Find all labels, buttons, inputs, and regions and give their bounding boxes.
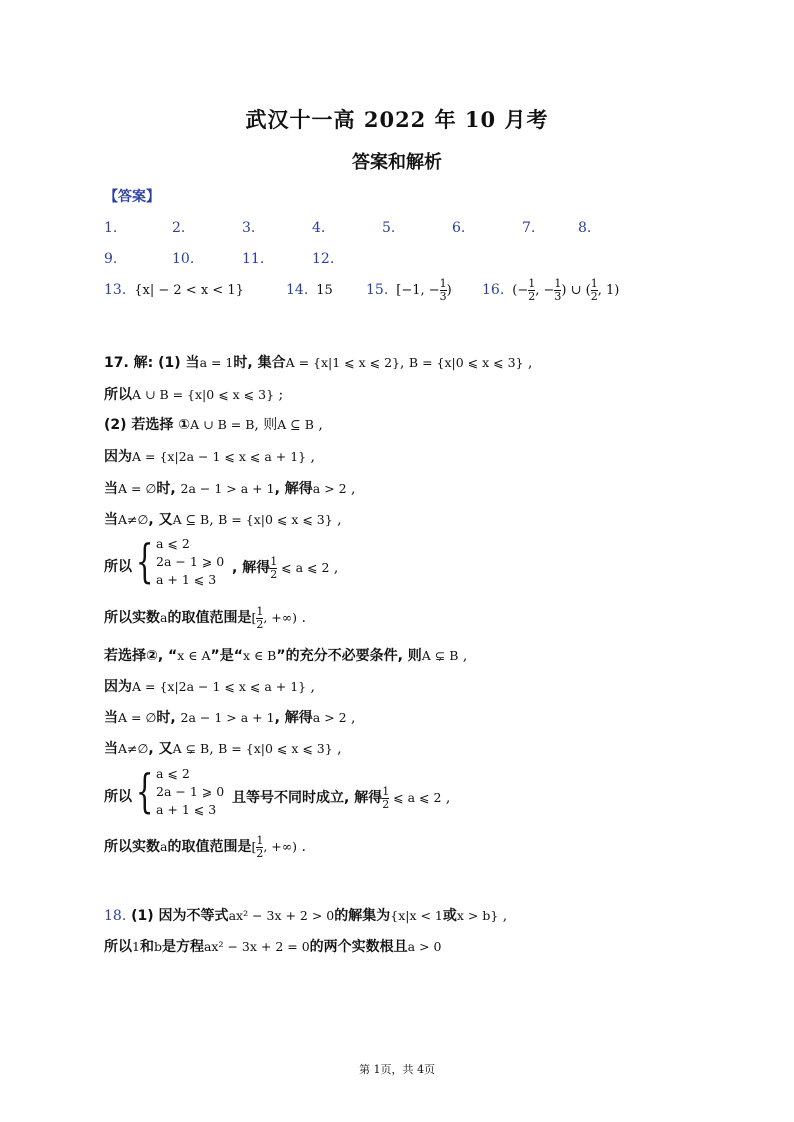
text: 所以实数: [104, 610, 160, 626]
text: ,: [346, 481, 356, 497]
text: ,: [209, 741, 219, 757]
math: [: [251, 839, 257, 854]
text: 和: [139, 939, 154, 955]
text: 所以: [104, 559, 132, 575]
text: (2) 若选择 ①: [104, 417, 191, 433]
q18-line-2: [104, 936, 441, 956]
question-number: 18.: [104, 908, 127, 924]
math: x ∈ B: [242, 648, 277, 663]
answer-num-6: 6.: [452, 220, 466, 236]
answer-15-fraction: [440, 278, 447, 303]
system-row: 2a − 1 ⩾ 0: [156, 554, 225, 569]
math: A = {x|2a − 1 ⩽ x ⩽ a + 1}: [132, 449, 307, 464]
q17-line-3: [104, 414, 323, 434]
q17-line-9: [104, 676, 315, 696]
q17-line-10: [104, 707, 356, 727]
math: a = 1: [199, 355, 234, 370]
text: ;: [274, 387, 284, 403]
math: 2a − 1 > a + 1: [180, 710, 275, 725]
math: x > b}: [456, 908, 499, 923]
page-footer: 第 1页，共 4页: [359, 1063, 435, 1076]
math: , +∞): [263, 610, 298, 625]
text: ,: [209, 512, 219, 528]
q17-line-7: [104, 606, 306, 631]
answer-14: [286, 282, 333, 298]
text: ”是“: [210, 648, 243, 664]
text: 所以实数: [104, 839, 160, 855]
answer-16-part: , −: [535, 283, 555, 298]
system-row: a + 1 ⩽ 3: [156, 802, 217, 817]
text: 时,: [156, 710, 181, 726]
text: ,: [332, 741, 342, 757]
text: ,: [332, 512, 342, 528]
text: ,: [458, 648, 468, 664]
text: 是方程: [161, 939, 204, 955]
q17-system-1: [104, 536, 524, 592]
math: A ⊊ B: [421, 648, 459, 663]
math: x ∈ A: [177, 648, 211, 663]
frac-den: 2: [590, 290, 598, 303]
system-row: a + 1 ⩽ 3: [156, 572, 217, 587]
math: a: [160, 839, 168, 854]
text: ,: [306, 679, 316, 695]
frac-den: 2: [256, 847, 264, 860]
math: a: [160, 610, 168, 625]
frac-num: 1: [554, 277, 562, 290]
text: ,: [498, 908, 508, 924]
text: ,: [329, 560, 339, 576]
answer-13-value: {x| − 2 < x < 1}: [134, 283, 244, 298]
q17-system-2: [104, 766, 624, 822]
frac-den: 2: [528, 290, 536, 303]
answer-16-part: (−: [512, 283, 529, 298]
text: 当: [104, 481, 118, 497]
q17-line-11: [104, 738, 342, 758]
system-tail: [232, 786, 450, 811]
text: (1) 因为不等式: [126, 908, 229, 924]
answer-16-part: , 1): [597, 283, 620, 298]
q17-line-1: [104, 352, 532, 372]
frac-num: 1: [270, 555, 278, 568]
text: 所以: [104, 387, 132, 403]
text: 当: [104, 512, 118, 528]
frac-num: 1: [528, 277, 536, 290]
math: a > 0: [407, 939, 442, 954]
system-tail: [232, 556, 338, 581]
answer-16-fraction: [591, 278, 598, 303]
answer-num-12: 12.: [312, 251, 335, 267]
math: A = ∅: [118, 481, 157, 496]
text: ”的充分不必要条件, 则: [276, 648, 422, 664]
answer-15-post: ): [446, 283, 452, 298]
frac-den: 2: [382, 798, 390, 811]
text: ,: [441, 790, 451, 806]
answer-16-value: [512, 277, 620, 303]
math: 1: [132, 939, 140, 954]
math: a > 2: [312, 481, 347, 496]
math: ⩽ a ⩽ 2: [389, 790, 442, 805]
math: ⩽ a ⩽ 2: [277, 560, 330, 575]
math: B = {x|0 ⩽ x ⩽ 3}: [408, 355, 524, 370]
text: ,: [306, 449, 316, 465]
math: [: [251, 610, 257, 625]
answer-16-num: 16.: [482, 282, 505, 298]
text: 的解集为: [334, 908, 391, 924]
text: 因为: [104, 679, 132, 695]
frac-num: 1: [439, 277, 447, 290]
text: 所以: [104, 939, 132, 955]
text: 或: [442, 908, 457, 924]
math: b: [153, 939, 162, 954]
frac-den: 3: [554, 290, 562, 303]
text: , 解得: [274, 710, 313, 726]
frac-num: 1: [256, 605, 264, 618]
math: A = ∅: [118, 710, 157, 725]
math: A = {x|2a − 1 ⩽ x ⩽ a + 1}: [132, 679, 307, 694]
q17-line-4: [104, 446, 315, 466]
math: A ∪ B = B: [190, 417, 255, 432]
q17-line-12: [104, 835, 306, 860]
answer-14-num: 14.: [286, 282, 309, 298]
q17-line-8: [104, 645, 467, 665]
math: A≠∅: [118, 741, 149, 756]
math: ax² − 3x + 2 = 0: [203, 939, 310, 954]
math: , +∞): [263, 839, 298, 854]
text: 的取值范围是: [167, 610, 252, 626]
answer-tag: 【答案】: [104, 189, 160, 205]
frac-den: 3: [439, 290, 447, 303]
left-brace: {: [135, 764, 154, 818]
math: A = {x|1 ⩽ x ⩽ 2}: [285, 355, 401, 370]
answer-16: [482, 278, 619, 303]
math: A ⊆ B: [172, 512, 210, 527]
math: B = {x|0 ⩽ x ⩽ 3}: [218, 741, 333, 756]
answer-num-8: 8.: [578, 220, 592, 236]
math: B = {x|0 ⩽ x ⩽ 3}: [218, 512, 333, 527]
answer-13: [104, 282, 244, 298]
text: 时,: [156, 481, 181, 497]
answer-num-10: 10.: [172, 251, 195, 267]
text: 当: [104, 741, 118, 757]
answer-num-1: 1.: [104, 220, 118, 236]
text: 若选择②, “: [104, 648, 178, 664]
answer-num-7: 7.: [522, 220, 536, 236]
text: , 解得: [232, 560, 271, 576]
frac-num: 1: [590, 277, 598, 290]
answer-15: [366, 278, 452, 303]
answer-num-3: 3.: [242, 220, 256, 236]
text: ,: [313, 417, 323, 433]
frac-den: 2: [270, 568, 278, 581]
text: , 又: [148, 741, 173, 757]
answer-15-value: [396, 277, 452, 303]
q18-line-1: [104, 905, 507, 925]
math: A ∪ B = {x|0 ⩽ x ⩽ 3}: [132, 387, 275, 402]
text: .: [297, 610, 306, 626]
text: .: [297, 839, 306, 855]
text: ,: [346, 710, 356, 726]
answer-16-part: ) ∪ (: [561, 283, 591, 298]
text: 的取值范围是: [167, 839, 252, 855]
text: 所以: [104, 789, 132, 805]
text: 17. 解: (1) 当: [104, 355, 200, 371]
q17-line-6: [104, 509, 342, 529]
math: ax² − 3x + 2 > 0: [228, 908, 335, 923]
answer-num-2: 2.: [172, 220, 186, 236]
system-row: a ⩽ 2: [156, 536, 190, 551]
answer-num-9: 9.: [104, 251, 118, 267]
math: 2a − 1 > a + 1: [180, 481, 275, 496]
q17-line-5: [104, 478, 356, 498]
math: A ⊆ B: [277, 417, 314, 432]
system-row: a ⩽ 2: [156, 766, 190, 781]
math: {x|x < 1: [390, 908, 443, 923]
page-subtitle: 答案和解析: [352, 152, 442, 173]
q17-line-2: [104, 384, 283, 404]
text: 因为: [104, 449, 132, 465]
text: 且等号不同时成立, 解得: [232, 790, 383, 806]
answer-num-11: 11.: [242, 251, 265, 267]
frac-num: 1: [256, 834, 264, 847]
text: ,: [523, 355, 533, 371]
frac-den: 2: [256, 618, 264, 631]
answer-15-pre: [−1, −: [396, 283, 440, 298]
text: 时, 集合: [233, 355, 286, 371]
left-brace: {: [135, 534, 154, 588]
math: A≠∅: [118, 512, 149, 527]
text: 当: [104, 710, 118, 726]
math: a > 2: [312, 710, 347, 725]
frac-num: 1: [382, 785, 390, 798]
answer-13-num: 13.: [104, 282, 127, 298]
system-row: 2a − 1 ⩾ 0: [156, 784, 225, 799]
answer-num-4: 4.: [312, 220, 326, 236]
text: , 则: [254, 417, 278, 433]
text: ,: [400, 355, 409, 371]
page-title: 武汉十一高 2022 年 10 月考: [245, 107, 549, 132]
answer-num-5: 5.: [382, 220, 396, 236]
answer-15-num: 15.: [366, 282, 389, 298]
text: 的两个实数根且: [309, 939, 408, 955]
answer-14-value: 15: [316, 283, 333, 298]
text: , 又: [148, 512, 173, 528]
text: , 解得: [274, 481, 313, 497]
math: A ⊊ B: [172, 741, 210, 756]
